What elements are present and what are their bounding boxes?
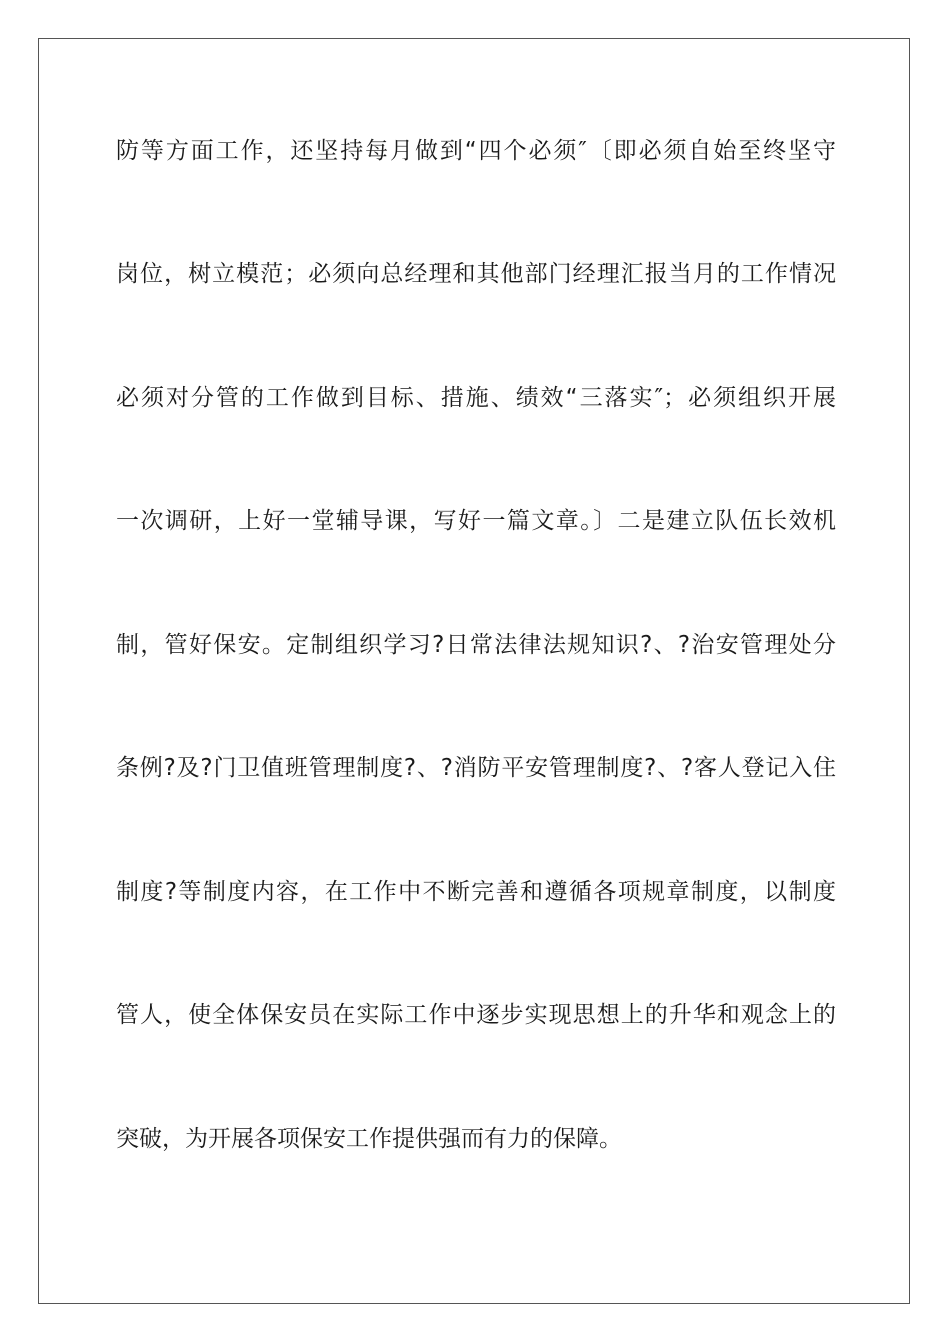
paragraph-line-6: 条例?及?门卫值班管理制度?、?消防平安管理制度?、?客人登记入住	[116, 755, 836, 781]
paragraph-line-2: 岗位，树立模范；必须向总经理和其他部门经理汇报当月的工作情况	[116, 261, 836, 287]
paragraph-line-7: 制度?等制度内容，在工作中不断完善和遵循各项规章制度，以制度	[116, 879, 836, 905]
page-border	[38, 38, 910, 1304]
paragraph-line-3: 必须对分管的工作做到目标、措施、绩效“三落实″；必须组织开展	[116, 385, 836, 411]
paragraph-line-9: 突破，为开展各项保安工作提供强而有力的保障。	[116, 1126, 622, 1152]
paragraph-line-1: 防等方面工作，还坚持每月做到“四个必须″〔即必须自始至终坚守	[116, 138, 836, 164]
paragraph-line-8: 管人，使全体保安员在实际工作中逐步实现思想上的升华和观念上的	[116, 1002, 836, 1028]
paragraph-line-4: 一次调研，上好一堂辅导课，写好一篇文章。〕二是建立队伍长效机	[116, 508, 836, 534]
paragraph-line-5: 制，管好保安。定制组织学习?日常法律法规知识?、?治安管理处分	[116, 632, 836, 658]
